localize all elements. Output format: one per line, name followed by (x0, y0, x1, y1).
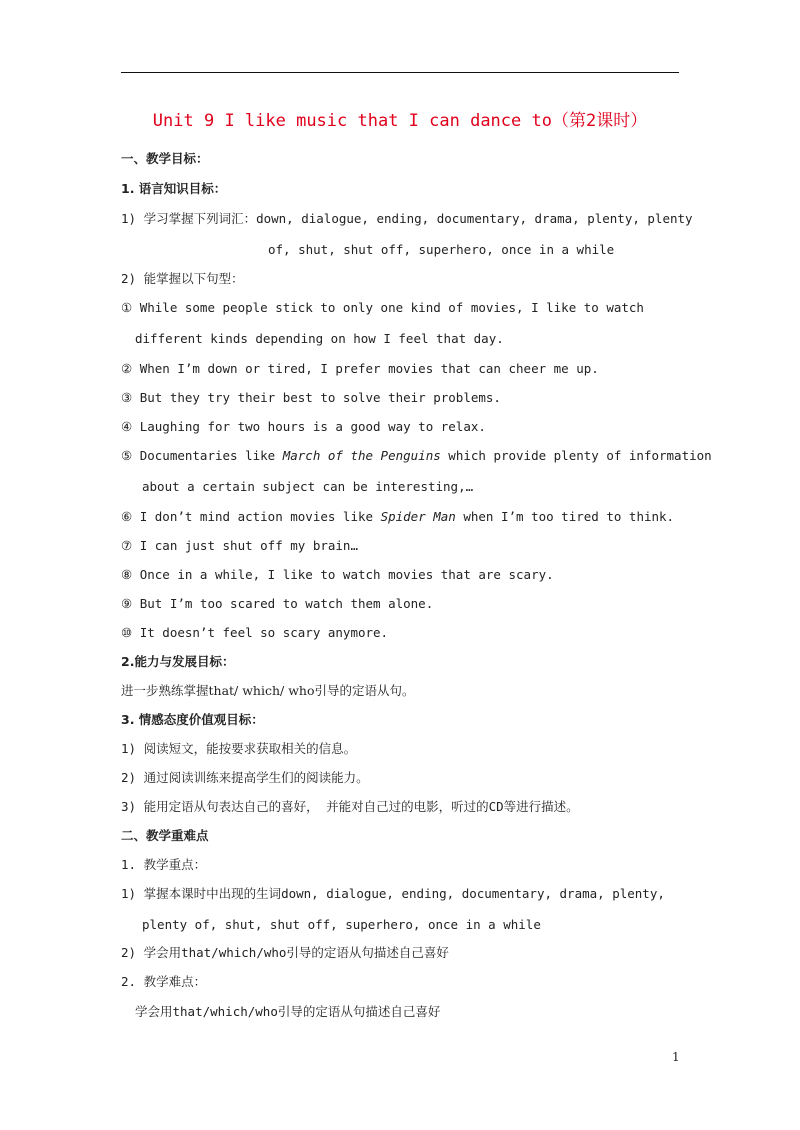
subsection-emotion-goals: 3. 情感态度价值观目标： (121, 712, 264, 727)
key-focus-1b: plenty of, shut, shut off, superhero, once in a while (142, 917, 541, 932)
emotion-goal-3: 3) 能用定语从句表达自己的喜好， 并能对自己过的电影，听过的CD等进行描述。 (121, 799, 579, 814)
pattern-5a: ⑤ Documentaries like March of the Penguins which provide plenty of information (121, 448, 712, 463)
pattern-5b: about a certain subject can be interesting,… (142, 479, 474, 494)
vocab-line-2: of, shut, shut off, superhero, once in a while (268, 242, 615, 257)
section-key-points: 二、教学重难点 (121, 828, 209, 843)
ability-goal-text: 进一步熟练掌握that/ which/ who引导的定语从句。 (121, 683, 415, 698)
difficulty-text: 学会用that/which/who引导的定语从句描述自己喜好 (135, 1004, 441, 1019)
pattern-7: ⑦ I can just shut off my brain… (121, 538, 358, 553)
key-focus-2: 2) 学会用that/which/who引导的定语从句描述自己喜好 (121, 945, 449, 960)
pattern-3: ③ But they try their best to solve their problems. (121, 390, 501, 405)
pattern-9: ⑨ But I’m too scared to watch them alone. (121, 596, 434, 611)
movie-title-spider-man: Spider Man (380, 509, 456, 524)
page-title: Unit 9 I like music that I can dance to（第2课时） (152, 111, 648, 131)
pattern-10: ⑩ It doesn’t feel so scary anymore. (121, 625, 389, 640)
pattern-2: ② When I’m down or tired, I prefer movies that can cheer me up. (121, 361, 599, 376)
pattern-8: ⑧ Once in a while, I like to watch movies that are scary. (121, 567, 554, 582)
subsection-key-focus: 1. 教学重点： (121, 857, 207, 872)
subsection-ability-goals: 2.能力与发展目标： (121, 654, 235, 669)
pattern-1b: different kinds depending on how I feel that day. (135, 331, 504, 346)
header-rule (121, 72, 679, 73)
movie-title-penguins: March of the Penguins (282, 448, 441, 463)
emotion-goal-2: 2) 通过阅读训练来提高学生们的阅读能力。 (121, 770, 369, 785)
page-number: 1 (672, 1050, 680, 1064)
subsection-language-goals: 1. 语言知识目标： (121, 181, 227, 196)
pattern-4: ④ Laughing for two hours is a good way to relax. (121, 419, 486, 434)
section-teaching-goals: 一、教学目标： (121, 151, 209, 166)
emotion-goal-1: 1) 阅读短文，能按要求获取相关的信息。 (121, 741, 357, 756)
pattern-1a: ① While some people stick to only one kind of movies, I like to watch (121, 300, 644, 315)
subsection-difficulty: 2. 教学难点： (121, 974, 207, 989)
key-focus-1a: 1) 掌握本课时中出现的生词down, dialogue, ending, documentary, drama, plenty, (121, 886, 665, 901)
vocab-line-1: 1) 学习掌握下列词汇：down, dialogue, ending, documentary, drama, plenty, plenty (121, 211, 693, 226)
patterns-heading: 2) 能掌握以下句型： (121, 271, 244, 286)
pattern-6: ⑥ I don’t mind action movies like Spider Man when I’m too tired to think. (121, 509, 675, 524)
